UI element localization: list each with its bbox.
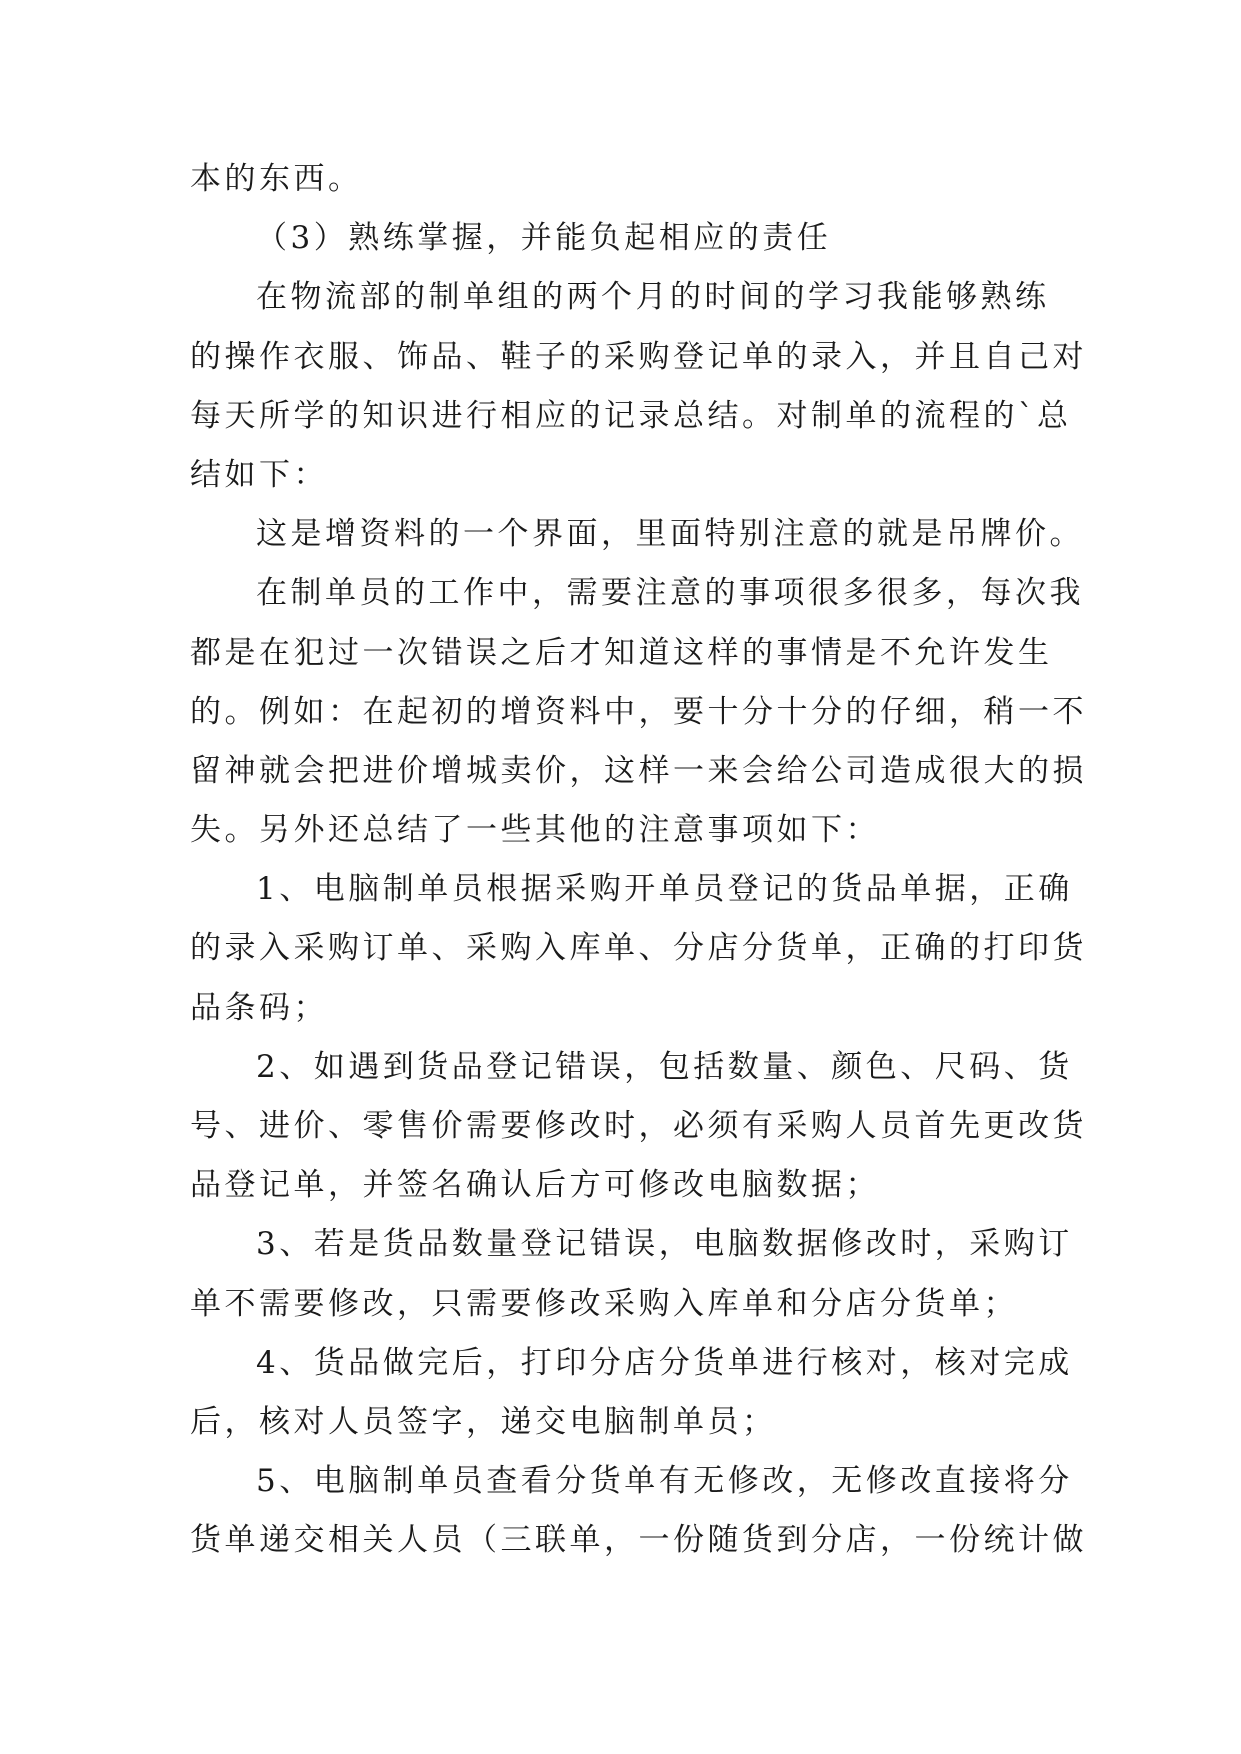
text-line: 4、货品做完后，打印分店分货单进行核对，核对完成: [256, 1344, 1073, 1381]
text-line: 这是增资料的一个界面，里面特别注意的就是吊牌价。: [256, 516, 1084, 553]
text-line: 在物流部的制单组的两个月的时间的学习我能够熟练: [256, 279, 1050, 316]
text-line: 每天所学的知识进行相应的记录总结。对制单的流程的`总: [190, 397, 1072, 434]
text-line: 留神就会把进价增城卖价，这样一来会给公司造成很大的损: [190, 752, 1087, 789]
text-line: 品条码；: [190, 989, 328, 1026]
text-line: （3）熟练掌握，并能负起相应的责任: [256, 220, 832, 257]
text-line: 在制单员的工作中，需要注意的事项很多很多，每次我: [256, 575, 1084, 612]
text-line: 的录入采购订单、采购入库单、分店分货单，正确的打印货: [190, 930, 1087, 967]
text-line: 2、如遇到货品登记错误，包括数量、颜色、尺码、货: [256, 1048, 1073, 1085]
text-line: 的操作衣服、饰品、鞋子的采购登记单的录入，并且自己对: [190, 338, 1087, 375]
text-line: 的。例如：在起初的增资料中，要十分十分的仔细，稍一不: [190, 693, 1087, 730]
text-line: 都是在犯过一次错误之后才知道这样的事情是不允许发生: [190, 634, 1053, 671]
text-line: 1、电脑制单员根据采购开单员登记的货品单据，正确: [256, 871, 1073, 908]
text-line: 品登记单，并签名确认后方可修改电脑数据；: [190, 1167, 880, 1204]
text-line: 后，核对人员签字，递交电脑制单员；: [190, 1403, 777, 1440]
text-line: 本的东西。: [190, 161, 363, 197]
text-line: 失。另外还总结了一些其他的注意事项如下：: [190, 812, 880, 849]
text-line: 5、电脑制单员查看分货单有无修改，无修改直接将分: [256, 1463, 1073, 1500]
text-line: 货单递交相关人员（三联单，一份随货到分店，一份统计做: [190, 1522, 1087, 1559]
text-line: 号、进价、零售价需要修改时，必须有采购人员首先更改货: [190, 1108, 1087, 1144]
text-line: 单不需要修改，只需要修改采购入库单和分店分货单；: [190, 1285, 1018, 1322]
text-line: 3、若是货品数量登记错误，电脑数据修改时，采购订: [256, 1226, 1073, 1263]
document-body: [190, 150, 1087, 1571]
text-line: 结如下：: [190, 456, 328, 493]
